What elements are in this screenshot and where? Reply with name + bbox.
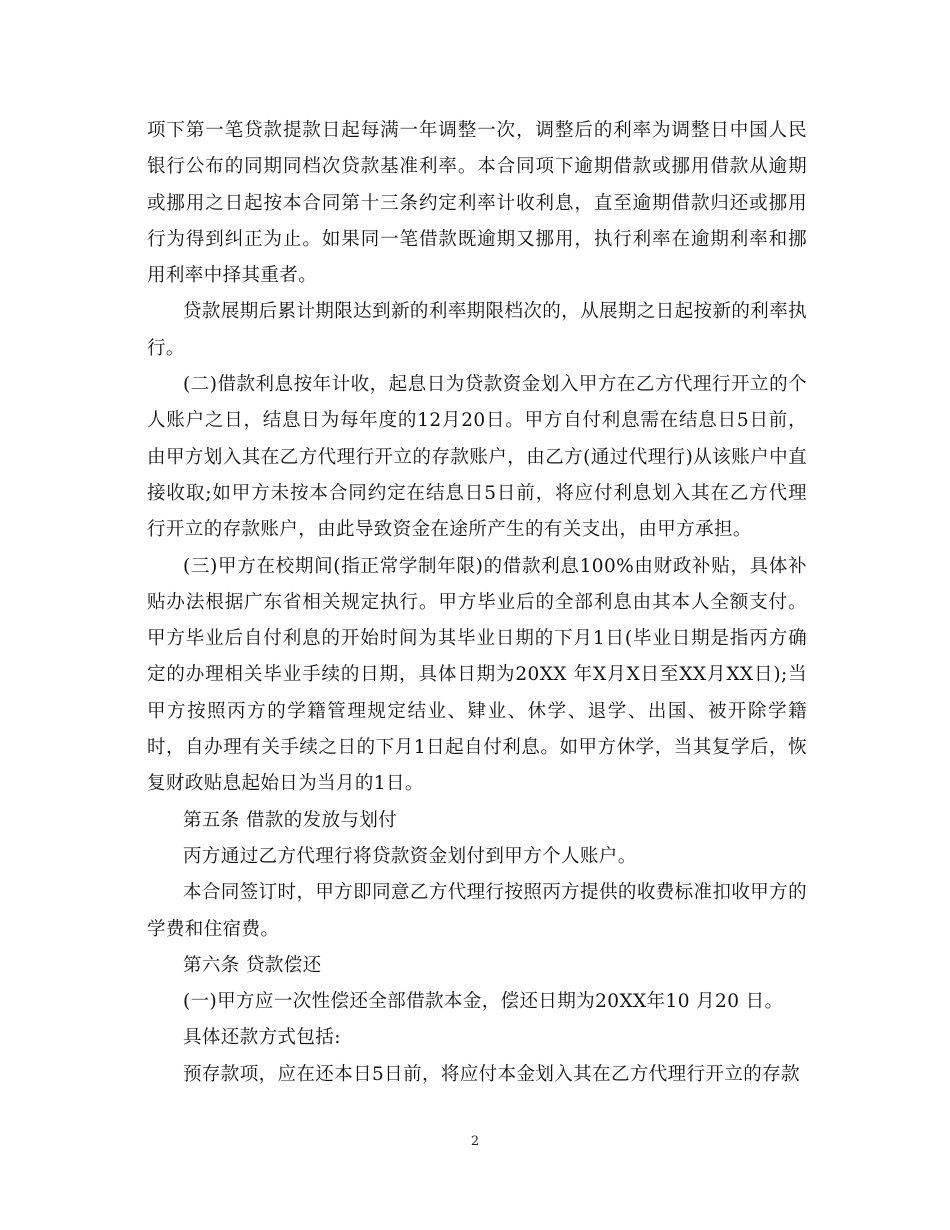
document-body <box>147 113 807 1093</box>
paragraph-interest-collection: (二)借款利息按年计收，起息日为贷款资金划入甲方在乙方代理行开立的个人账户之日，结息日为每年度的12月20日。甲方自付利息需在结息日5日前，由甲方划入其在乙方代理行开立的存款账户，由乙方(通过代理行)从该账户中直接收取;如甲方未按本合同约定在结息日5日前，将应付利息划入其在乙方代理行开立的存款账户，由此导致资金在途所产生的有关支出，由甲方承担。 <box>147 374 807 541</box>
paragraph-interest-subsidy: (三)甲方在校期间(指正常学制年限)的借款利息100%由财政补贴，具体补贴办法根据广东省相关规定执行。甲方毕业后的全部利息由其本人全额支付。甲方毕业后自付利息的开始时间为其毕业日期的下月1日(毕业日期是指丙方确定的办理相关毕业手续的日期，具体日期为20XX 年X月X日至XX月XX日);当甲方按照丙方的学籍管理规定结业、肄业、休学、退学、出国、被开除学籍时，自办理有关手续之日的下月1日起自付利息。如甲方休学，当其复学后，恢复财政贴息起始日为当月的1日。 <box>147 555 807 795</box>
article-six-heading: 第六条 贷款偿还 <box>183 954 322 976</box>
paragraph-repayment-methods: 具体还款方式包括: <box>183 1027 341 1049</box>
paragraph-prepayment: 预存款项，应在还本日5日前，将应付本金划入其在乙方代理行开立的存款 <box>183 1063 800 1085</box>
paragraph-interest-adjustment: 项下第一笔贷款提款日起每满一年调整一次，调整后的利率为调整日中国人民银行公布的同期同档次贷款基准利率。本合同项下逾期借款或挪用借款从逾期或挪用之日起按本合同第十三条约定利率计收利息，直至逾期借款归还或挪用行为得到纠正为止。如果同一笔借款既逾期又挪用，执行利率在逾期利率和挪用利率中择其重者。 <box>147 120 807 287</box>
paragraph-principal-repayment: (一)甲方应一次性偿还全部借款本金，偿还日期为20XX年10 月20 日。 <box>183 991 784 1013</box>
page-number: 2 <box>470 1134 480 1149</box>
paragraph-extension-rate: 贷款展期后累计期限达到新的利率期限档次的，从展期之日起按新的利率执行。 <box>147 301 807 359</box>
article-five-heading: 第五条 借款的发放与划付 <box>183 809 398 831</box>
paragraph-tuition-deduction: 本合同签订时，甲方即同意乙方代理行按照丙方提供的收费标准扣收甲方的学费和住宿费。 <box>147 882 807 940</box>
paragraph-disbursement: 丙方通过乙方代理行将贷款资金划付到甲方个人账户。 <box>183 845 637 867</box>
